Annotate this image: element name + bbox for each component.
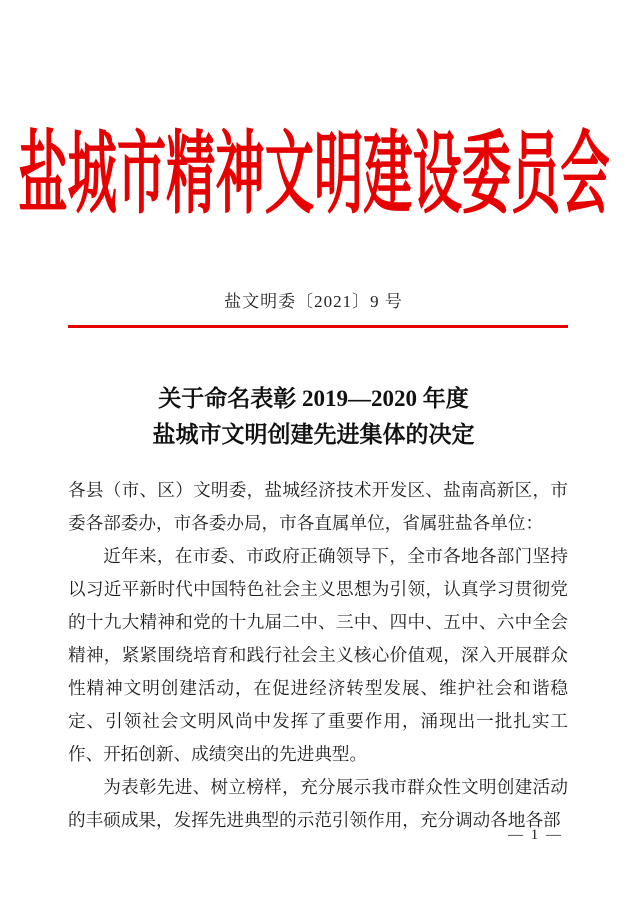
document-body: [68, 474, 568, 837]
title-line-1: 关于命名表彰 2019—2020 年度: [158, 386, 469, 411]
document-title: [0, 381, 627, 453]
document-number: 盐文明委〔2021〕9 号: [224, 292, 403, 311]
body-paragraph-1: 近年来，在市委、市政府正确领导下，全市各地各部门坚持以习近平新时代中国特色社会主义思想为引领，认真学习贯彻党的十九大精神和党的十九届二中、三中、四中、五中、六中全会精神，紧紧围绕培育和践行社会主义核心价值观，深入开展群众性精神文明创建活动，在促进经济转型发展、维护社会和谐稳定、引领社会文明风尚中发挥了重要作用，涌现出一批扎实工作、开拓创新、成绩突出的先进典型。: [68, 546, 568, 764]
title-line-2: 盐城市文明创建先进集体的决定: [152, 422, 475, 447]
body-paragraph-2: 为表彰先进、树立榜样，充分展示我市群众性文明创建活动的丰硕成果，发挥先进典型的示范引领作用，充分调动各地各部: [68, 777, 568, 830]
org-name-text: 盐城市精神文明建设委员会: [17, 126, 610, 225]
addressee-paragraph: 各县（市、区）文明委，盐城经济技术开发区、盐南高新区，市委各部委办，市各委办局，市各直属单位，省属驻盐各单位：: [68, 480, 568, 533]
letterhead: [0, 126, 627, 226]
red-divider-line: [68, 325, 568, 328]
page-number: — 1 —: [508, 827, 563, 843]
